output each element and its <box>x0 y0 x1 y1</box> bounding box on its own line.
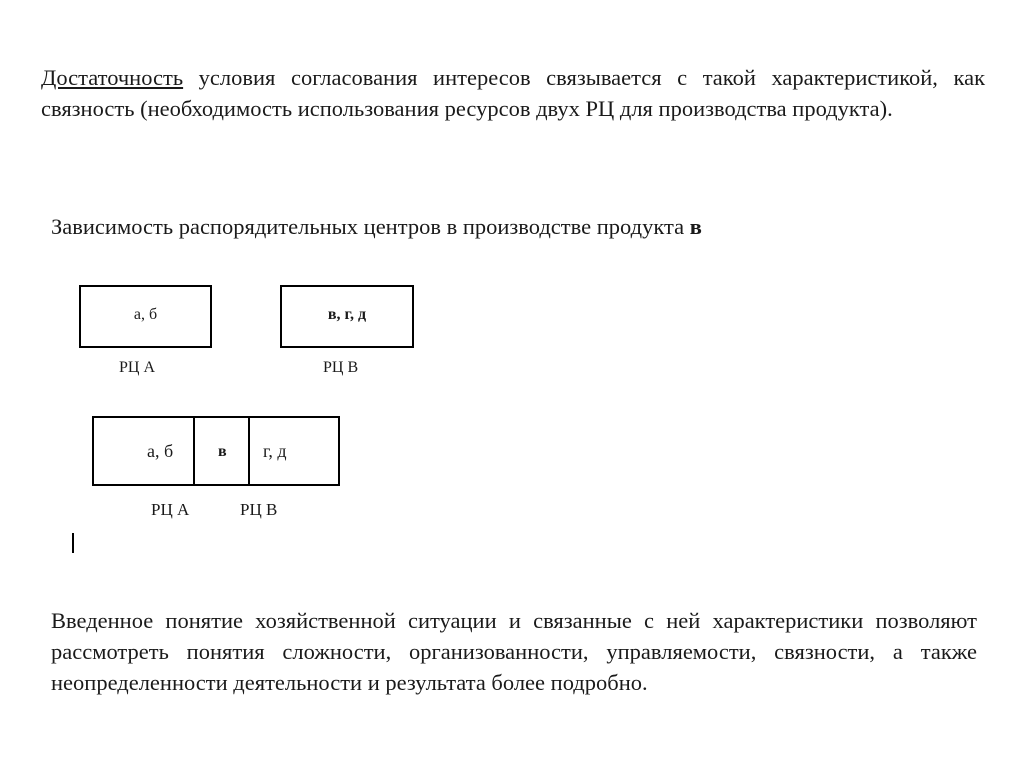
merged-box-right-label: г, д <box>263 441 287 461</box>
merged-box-left-label: а, б <box>147 441 174 461</box>
merged-caption-rc-a: РЦ А <box>151 500 190 519</box>
box-rc-b-label: в, г, д <box>327 306 367 323</box>
paragraph-conclusion: Введенное понятие хозяйственной ситуации и связанные с ней характеристики позволяют рассмотреть понятия сложности, организованности, управляемости, связности, а также неопределенности деятельности и результата более подробно. <box>51 608 977 695</box>
merged-box-shared-label: в <box>218 443 227 460</box>
box-rc-a-label: а, б <box>133 306 158 323</box>
merged-box-divider <box>248 416 250 486</box>
paragraph-sufficiency-text: условия согласования интересов связывается с такой характеристикой, как связность (необходимость использования ресурсов двух РЦ для производства продукта). <box>41 65 985 121</box>
paragraph-sufficiency <box>41 62 985 124</box>
diagram-heading-text: Зависимость распорядительных центров в производстве продукта <box>51 214 690 239</box>
underlined-term: Достаточность <box>41 65 184 90</box>
merged-box-divider <box>193 416 195 486</box>
diagram-heading-product: в <box>689 214 702 239</box>
merged-caption-rc-b: РЦ В <box>240 500 278 519</box>
text-cursor-mark <box>72 533 74 553</box>
merged-box <box>92 416 340 486</box>
box-rc-b-caption: РЦ В <box>323 359 359 376</box>
diagram-heading <box>51 211 702 242</box>
box-rc-a-caption: РЦ А <box>119 359 156 376</box>
